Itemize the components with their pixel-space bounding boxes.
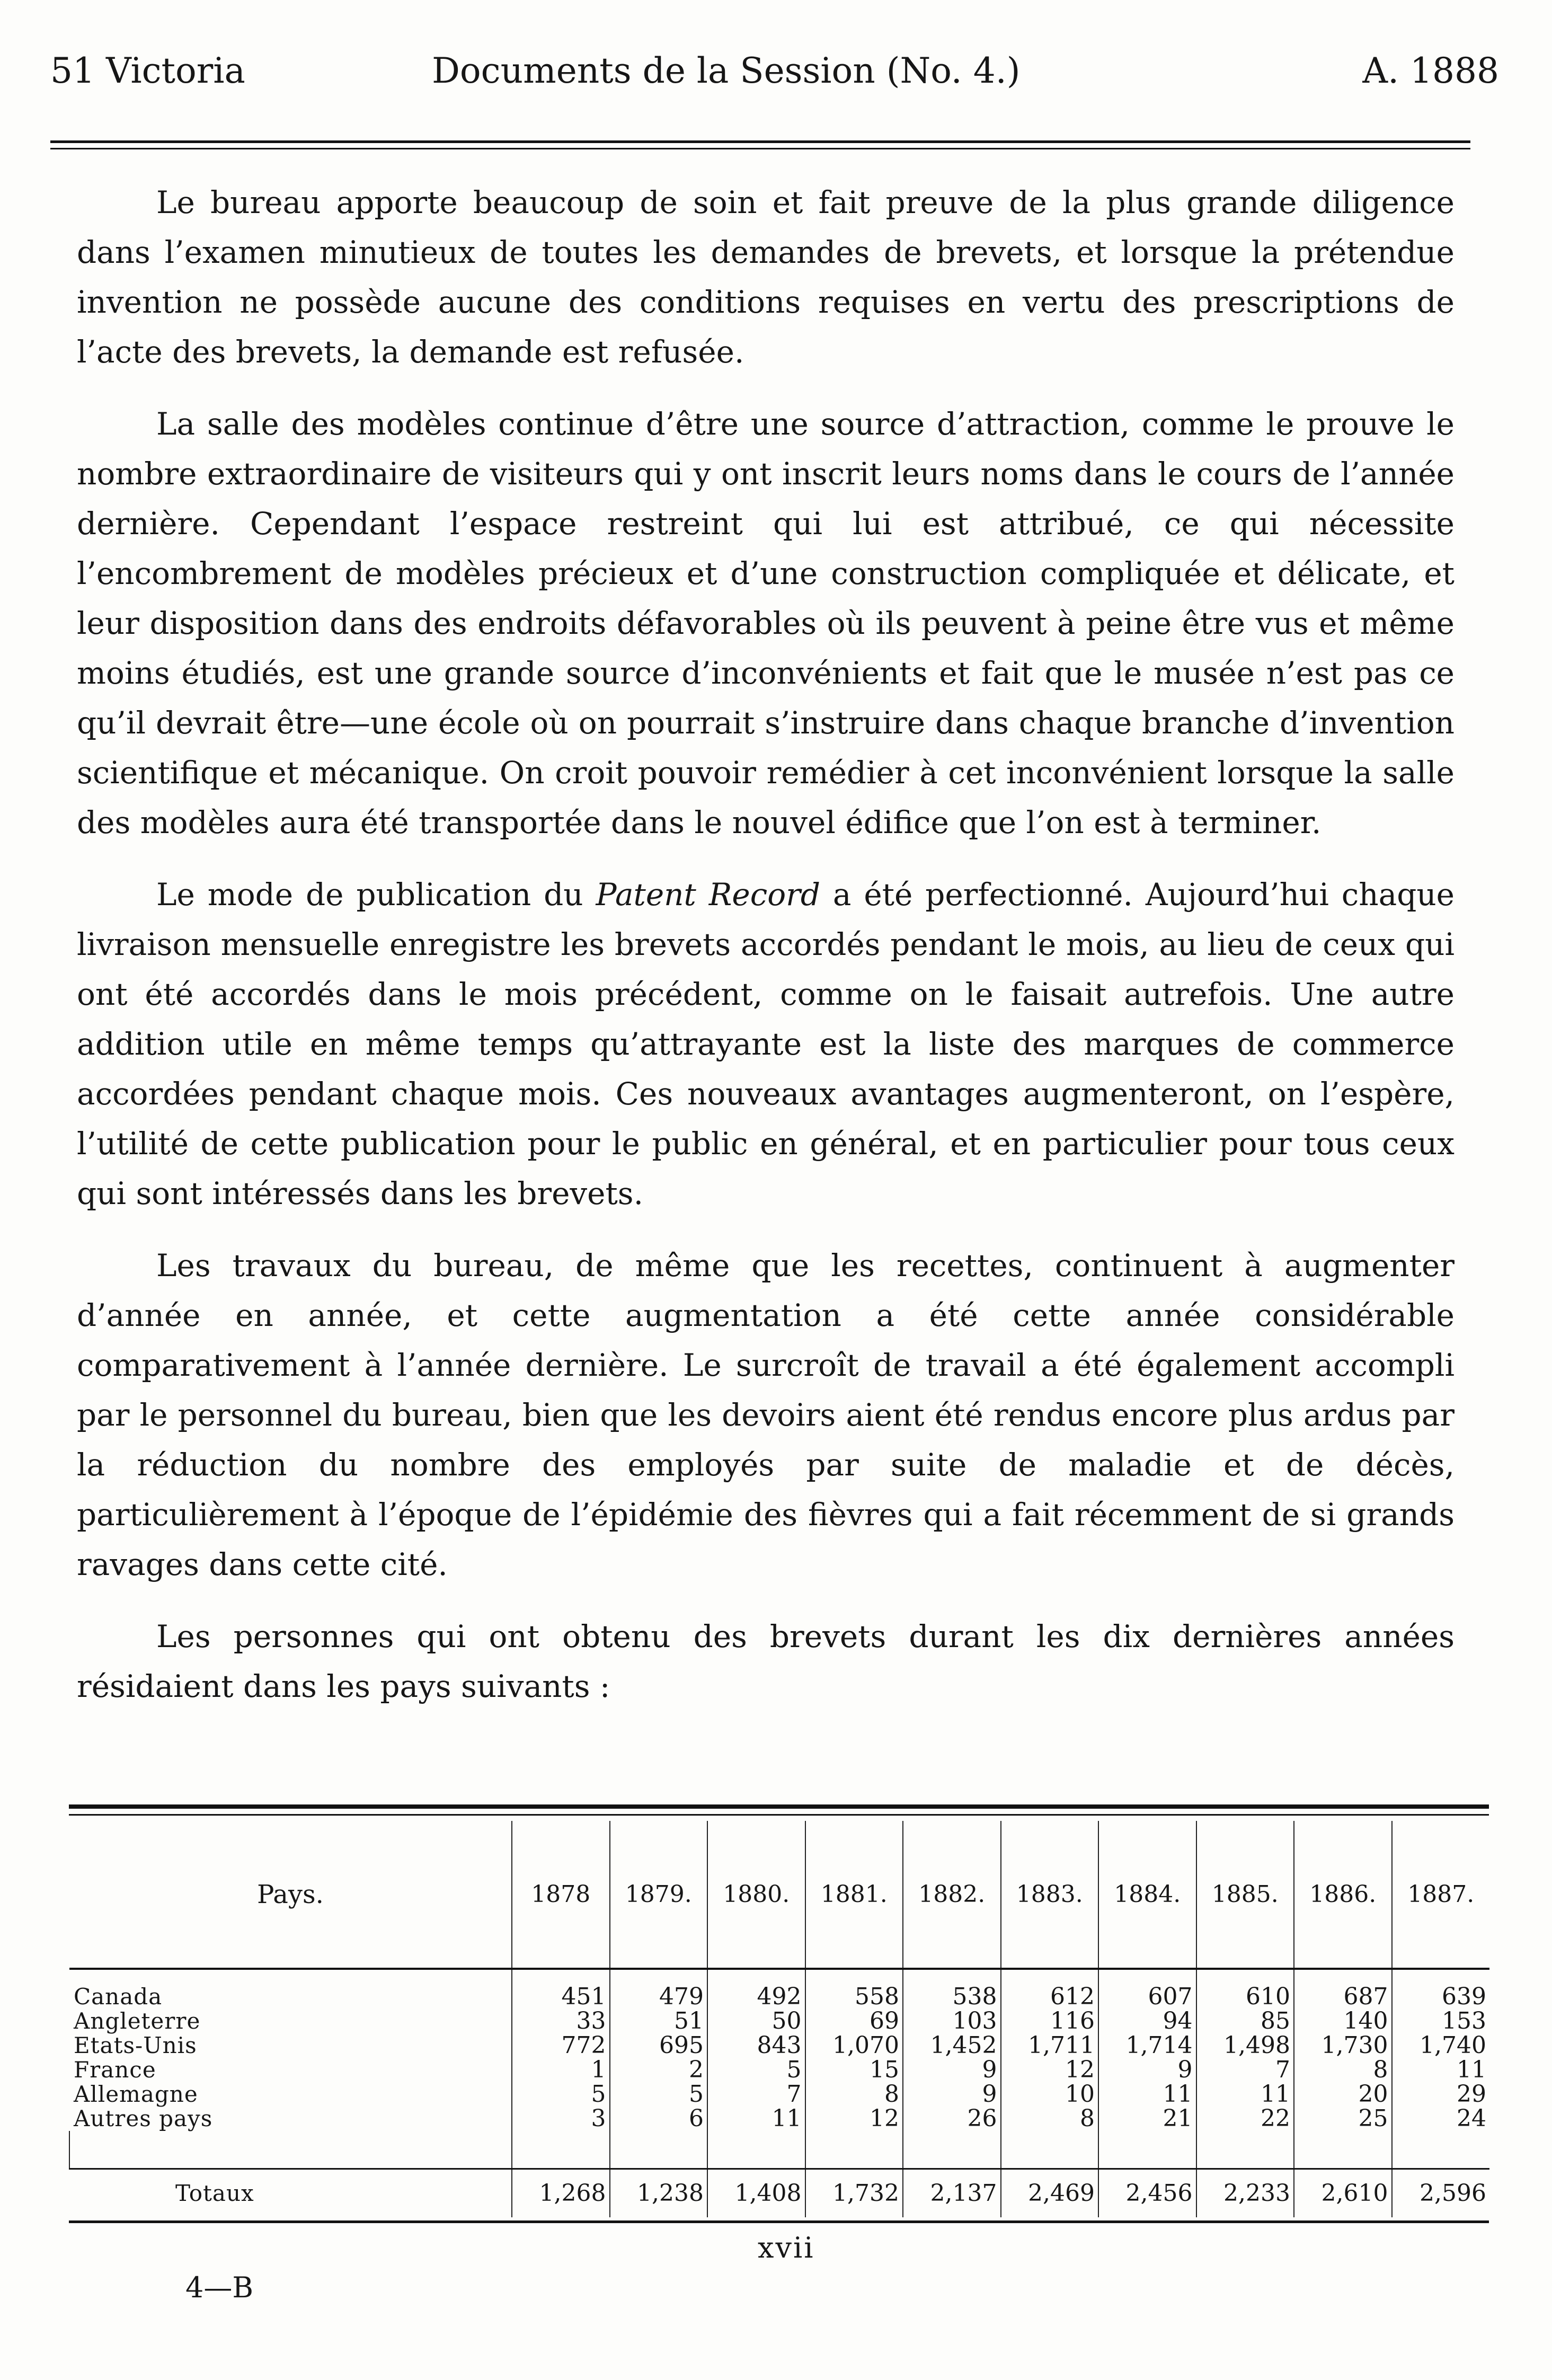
country-name: Autres pays <box>74 2105 213 2131</box>
page-number: xvii <box>758 2231 815 2264</box>
table-cell: 140 <box>1294 2009 1392 2033</box>
table-cell: 451 <box>512 1969 610 2009</box>
table-top-rule-thin <box>69 1814 1489 1816</box>
column-header-year: 1879. <box>610 1821 708 1969</box>
table-cell: 29 <box>1392 2082 1490 2107</box>
table-cell: 772 <box>512 2033 610 2058</box>
table-cell: 492 <box>707 1969 805 2009</box>
table-cell: 33 <box>512 2009 610 2033</box>
column-header-year: 1878 <box>512 1821 610 1969</box>
spacer-cell <box>1392 2131 1490 2169</box>
paragraph-5: Les personnes qui ont obtenu des brevets durant les dix dernières années résidaient dans les pays suivants : <box>77 1618 1455 1704</box>
table-row <box>69 2058 1489 2082</box>
paragraph-2: La salle des modèles continue d’être une source d’attraction, comme le prouve le nombre extraordinaire de visiteurs qui y ont inscrit leurs noms dans le cours de l’année dernière. Cependant l’espace restreint qui lui est attribué, ce qui nécessite l’encombrement de modèles précieux et d’une construction compliquée et délicate, et leur disposition dans des endroits défavorables où ils peuvent à peine être vus et même moins étudiés, est une grande source d’inconvénients et fait que le musée n’est pas ce qu’il devrait être—une école où on pourrait s’instruire dans chaque branche d’invention scientifique et mécanique. On croit pouvoir remédier à cet inconvénient lorsque la salle des modèles aura été transportée dans le nouvel édifice que l’on est à terminer. <box>77 406 1455 840</box>
spacer-cell <box>69 2131 512 2169</box>
table-cell: 1,730 <box>1294 2033 1392 2058</box>
paragraph-3-rest: Aujourd’hui chaque livraison mensuelle enregistre les brevets accordés pendant le mois, au lieu de ceux qui ont été accordés dans le mois précédent, comme on le faisait autrefois. Une autre addition utile en même temps qu’attrayante est la liste des marques de commerce accordées pendant chaque mois. Ces nouveaux avantages augmenteront, on l’espère, l’utilité de cette publication pour le public en général, et en particulier pour tous ceux qui sont intéressés dans les brevets. <box>77 877 1455 1211</box>
table-cell: 639 <box>1392 1969 1490 2009</box>
patent-record-title: Patent Record <box>596 877 820 913</box>
table-cell: 11 <box>1392 2058 1490 2082</box>
table-cell: 12 <box>1001 2058 1099 2082</box>
table-cell: 7 <box>707 2082 805 2107</box>
table-cell: 1,711 <box>1001 2033 1099 2058</box>
table-cell: 15 <box>805 2058 903 2082</box>
table-row <box>69 2033 1489 2058</box>
table-cell: 5 <box>610 2082 708 2107</box>
table-cell: 8 <box>1001 2107 1099 2131</box>
paragraph-1: Le bureau apporte beaucoup de soin et fait preuve de la plus grande diligence dans l’examen minutieux de toutes les demandes de brevets, et lorsque la prétendue invention ne possède aucune des conditions requises en vertu des prescriptions de l’acte des brevets, la demande est refusée. <box>77 184 1455 370</box>
column-header-year: 1887. <box>1392 1821 1490 1969</box>
total-cell: 2,456 <box>1098 2169 1196 2218</box>
table-row <box>69 2009 1489 2033</box>
header-year: A. 1888 <box>1362 50 1499 91</box>
table-cell: 607 <box>1098 1969 1196 2009</box>
table-cell: 50 <box>707 2009 805 2033</box>
table-cell: 1,498 <box>1196 2033 1294 2058</box>
paragraph-3-after-title: a été perfectionné. <box>820 877 1146 913</box>
table-cell: 153 <box>1392 2009 1490 2033</box>
table-cell: 843 <box>707 2033 805 2058</box>
table-spacer-row <box>69 2131 1489 2169</box>
total-cell: 1,238 <box>610 2169 708 2218</box>
total-cell: 2,610 <box>1294 2169 1392 2218</box>
table-cell: 558 <box>805 1969 903 2009</box>
column-header-year: 1883. <box>1001 1821 1099 1969</box>
column-header-year: 1884. <box>1098 1821 1196 1969</box>
table-cell: 8 <box>1294 2058 1392 2082</box>
spacer-cell <box>707 2131 805 2169</box>
table-cell: 116 <box>1001 2009 1099 2033</box>
total-cell: 2,469 <box>1001 2169 1099 2218</box>
total-cell: 2,233 <box>1196 2169 1294 2218</box>
country-name: France <box>74 2057 156 2083</box>
total-cell: 1,268 <box>512 2169 610 2218</box>
table-cell: 9 <box>903 2082 1001 2107</box>
paragraph-4: Les travaux du bureau, de même que les recettes, continuent à augmenter d’année en année, et cette augmentation a été cette année considérable comparativement à l’année dernière. Le surcroît de travail a été également accompli par le personnel du bureau, bien que les devoirs aient été rendus encore plus ardus par la réduction du nombre des employés par suite de maladie et de décès, particulièrement à l’époque de l’épidémie des fièvres qui a fait récemment de si grands ravages dans cette cité. <box>77 1247 1455 1582</box>
table-cell: 2 <box>610 2058 708 2082</box>
table-cell: 3 <box>512 2107 610 2131</box>
table-cell: 610 <box>1196 1969 1294 2009</box>
table-cell: 69 <box>805 2009 903 2033</box>
table-cell: 479 <box>610 1969 708 2009</box>
total-cell: 2,596 <box>1392 2169 1490 2218</box>
spacer-cell <box>805 2131 903 2169</box>
table-cell: 695 <box>610 2033 708 2058</box>
header-title: Documents de la Session (No. 4.) <box>432 50 1021 91</box>
running-header <box>50 50 1499 98</box>
column-header-year: 1882. <box>903 1821 1001 1969</box>
table-cell: 9 <box>1098 2058 1196 2082</box>
table-row <box>69 1969 1489 2009</box>
table-header-row <box>69 1821 1489 1969</box>
spacer-cell <box>610 2131 708 2169</box>
data-table <box>69 1821 1489 2217</box>
table-cell: 21 <box>1098 2107 1196 2131</box>
table-cell: 11 <box>707 2107 805 2131</box>
table-cell: 11 <box>1098 2082 1196 2107</box>
table-cell: 1 <box>512 2058 610 2082</box>
paragraph-3-lead: Le mode de publication du <box>156 877 596 913</box>
table-top-rule <box>69 1804 1489 1809</box>
table-cell: 94 <box>1098 2009 1196 2033</box>
table-cell: 10 <box>1001 2082 1099 2107</box>
table-row <box>69 2107 1489 2131</box>
table-cell: 8 <box>805 2082 903 2107</box>
table-cell: 612 <box>1001 1969 1099 2009</box>
column-header-year: 1881. <box>805 1821 903 1969</box>
table-bottom-rule <box>69 2220 1489 2223</box>
table-cell: 9 <box>903 2058 1001 2082</box>
table-cell: 1,070 <box>805 2033 903 2058</box>
spacer-cell <box>903 2131 1001 2169</box>
header-rule <box>50 140 1470 143</box>
table-cell: 51 <box>610 2009 708 2033</box>
table-cell: 5 <box>512 2082 610 2107</box>
table-cell: 85 <box>1196 2009 1294 2033</box>
table-cell: 20 <box>1294 2082 1392 2107</box>
total-label: Totaux <box>69 2169 512 2218</box>
total-cell: 2,137 <box>903 2169 1001 2218</box>
column-header-year: 1880. <box>707 1821 805 1969</box>
table-cell: 687 <box>1294 1969 1392 2009</box>
paragraph-3 <box>77 870 1455 1218</box>
table-cell: 26 <box>903 2107 1001 2131</box>
spacer-cell <box>1196 2131 1294 2169</box>
header-left: 51 Victoria <box>50 50 245 91</box>
table-cell: 1,452 <box>903 2033 1001 2058</box>
table-cell: 1,714 <box>1098 2033 1196 2058</box>
table-cell: 1,740 <box>1392 2033 1490 2058</box>
patents-by-country-table <box>69 1804 1489 2223</box>
total-cell: 1,408 <box>707 2169 805 2218</box>
column-header-year: 1885. <box>1196 1821 1294 1969</box>
table-cell: 22 <box>1196 2107 1294 2131</box>
country-name: Canada <box>74 1984 163 2010</box>
table-cell: 538 <box>903 1969 1001 2009</box>
table-cell: 24 <box>1392 2107 1490 2131</box>
table-cell: 7 <box>1196 2058 1294 2082</box>
table-cell: 5 <box>707 2058 805 2082</box>
column-header-country: Pays. <box>257 1879 324 1909</box>
table-cell: 11 <box>1196 2082 1294 2107</box>
total-row <box>69 2169 1489 2218</box>
spacer-cell <box>1001 2131 1099 2169</box>
spacer-cell <box>512 2131 610 2169</box>
table-cell: 6 <box>610 2107 708 2131</box>
signature-mark: 4—B <box>185 2271 254 2304</box>
table-row <box>69 2082 1489 2107</box>
country-name: Etats-Unis <box>74 2032 197 2058</box>
country-name: Angleterre <box>74 2008 201 2034</box>
table-cell: 103 <box>903 2009 1001 2033</box>
spacer-cell <box>1294 2131 1392 2169</box>
column-header-year: 1886. <box>1294 1821 1392 1969</box>
body-text <box>77 178 1455 1733</box>
country-name: Allemagne <box>74 2081 198 2107</box>
header-rule-thin <box>50 148 1470 149</box>
table-cell: 25 <box>1294 2107 1392 2131</box>
total-cell: 1,732 <box>805 2169 903 2218</box>
table-cell: 12 <box>805 2107 903 2131</box>
spacer-cell <box>1098 2131 1196 2169</box>
